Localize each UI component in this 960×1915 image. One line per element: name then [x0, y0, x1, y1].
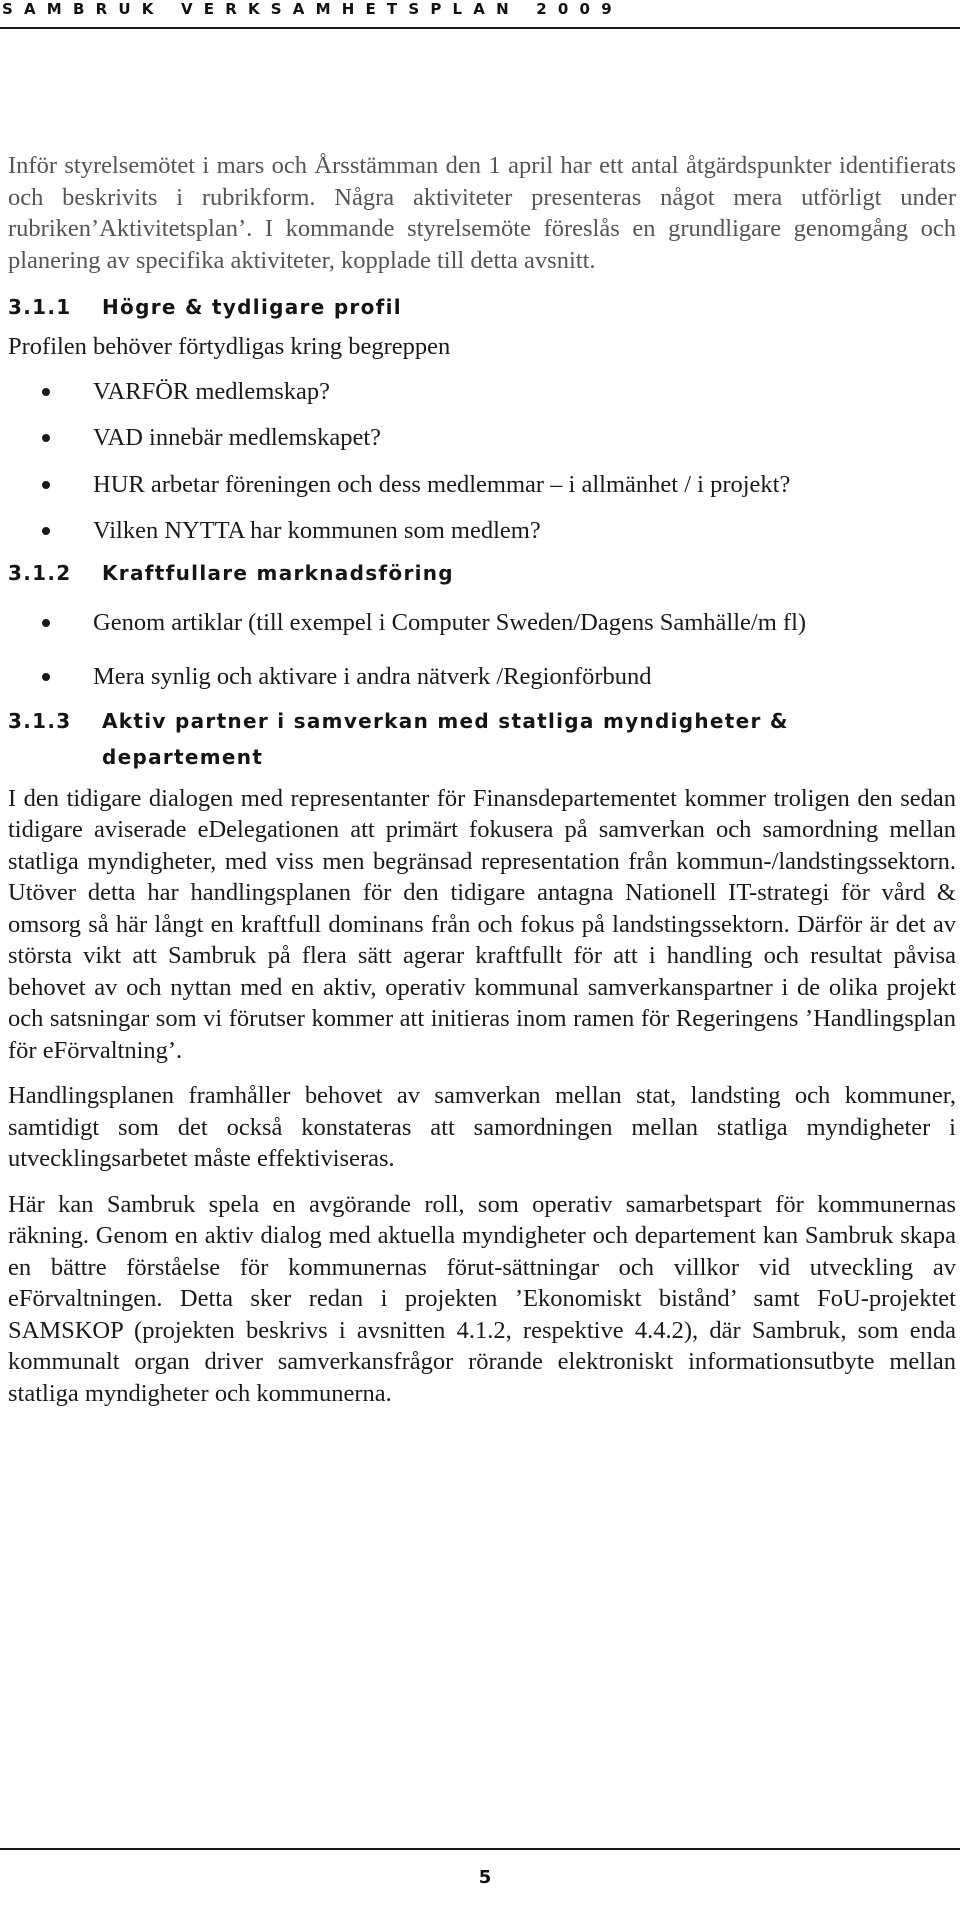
- list-item-text: Mera synlig och aktivare i andra nätverk /Regionförbund: [93, 663, 652, 690]
- list-item: [8, 469, 956, 501]
- bullet-icon: [42, 619, 50, 627]
- body-paragraph: Handlingsplanen framhåller behovet av samverkan mellan stat, landsting och kommuner, samtidigt som det också konstateras att samordningen mellan statliga myndigheter i utvecklingsarbetet måste effektiviseras.: [8, 1082, 956, 1172]
- running-header: SAMBRUK VERKSAMHETSPLAN 2009: [2, 0, 623, 18]
- section-number: 3.1.2: [8, 560, 72, 585]
- bullet-icon: [42, 481, 50, 489]
- list-item: [8, 515, 956, 547]
- list-item-text: Genom artiklar (till exempel i Computer Sweden/Dagens Samhälle/m fl): [93, 608, 807, 636]
- body-paragraph: I den tidigare dialogen med representanter för Finansdepartementet kommer troligen den sedan tidigare aviserade eDelegationen att primärt fokusera på samverkan och samordning mellan statliga myndigheter, med viss men begränsad representation från kommun-/landstingssektorn. Utöver detta har handlingsplanen för den tidigare antagna Nationell IT-strategi för vård & omsorg så här långt en kraftfull dominans från och fokus på landstingssektorn. Därför är det av största vikt att Sambruk på flera sätt agerar kraftfullt för att i handling och resultat påvisa behovet av och nyttan med en aktiv, operativ kommunal samverkanspartner i de olika projekt och satsningar som vi förutser kommer att initieras inom ramen för Regeringens ’Handlingsplan för eFörvaltning’.: [8, 784, 956, 1064]
- footer-rule: [0, 1848, 960, 1850]
- list-item-text: HUR arbetar föreningen och dess medlemmar – i allmänhet / i projekt?: [93, 470, 791, 498]
- bullet-icon: [42, 434, 50, 442]
- bullet-list-marketing: [8, 607, 956, 693]
- bullet-icon: [42, 388, 50, 396]
- body-paragraph: Här kan Sambruk spela en avgörande roll, som operativ samarbetspart för kommunernas räkning. Genom en aktiv dialog med aktuella myndigheter och departement kan Sambruk skapa en bättre förståelse för kommunernas förut-sättningar och villkor vid utveckling av eFörvaltningen. Detta sker redan i projekten ’Ekonomiskt bistånd’ samt FoU-projektet SAMSKOP (projekten beskrivs i avsnitten 4.1.2, respektive 4.4.2), där Sambruk, som enda kommunalt organ driver samverkansfrågor rörande elektroniskt informationsutbyte mellan statliga myndigheter och kommunerna.: [8, 1190, 956, 1407]
- section-title: Högre & tydligare profil: [102, 295, 402, 319]
- intro-paragraph: Inför styrelsemötet i mars och Årsstämman den 1 april har ett antal åtgärdspunkter identifierats och beskrivits i rubrikform. Några aktiviteter presenteras något mera utförligt under rubriken’Aktivitetsplan’. I kommande styrelsemöte föreslås en grundligare genomgång och planering av specifika aktiviteter, kopplade till detta avsnitt.: [8, 152, 956, 274]
- list-item: [8, 661, 956, 693]
- section-heading-3-1-3: [8, 703, 956, 775]
- list-item: [8, 376, 956, 408]
- section-title: Aktiv partner i samverkan med statliga myndigheter & departement: [102, 708, 789, 769]
- bullet-icon: [42, 527, 50, 535]
- section-lead: Profilen behöver förtydligas kring begreppen: [8, 333, 451, 360]
- section-heading-3-1-2: [8, 555, 956, 591]
- section-number: 3.1.3: [8, 708, 72, 733]
- section-number: 3.1.1: [8, 295, 72, 319]
- section-heading-3-1-1: [8, 289, 956, 325]
- list-item-text: VAD innebär medlemskapet?: [93, 424, 382, 451]
- header-rule: [0, 27, 960, 29]
- bullet-list-profile: [8, 376, 956, 547]
- page-content: [8, 150, 956, 1409]
- page-number: 5: [478, 1867, 492, 1888]
- list-item-text: VARFÖR medlemskap?: [93, 377, 331, 405]
- list-item: [8, 607, 956, 639]
- section-title: Kraftfullare marknadsföring: [102, 560, 454, 585]
- list-item: [8, 422, 956, 454]
- bullet-icon: [42, 673, 50, 681]
- list-item-text: Vilken NYTTA har kommunen som medlem?: [93, 517, 541, 544]
